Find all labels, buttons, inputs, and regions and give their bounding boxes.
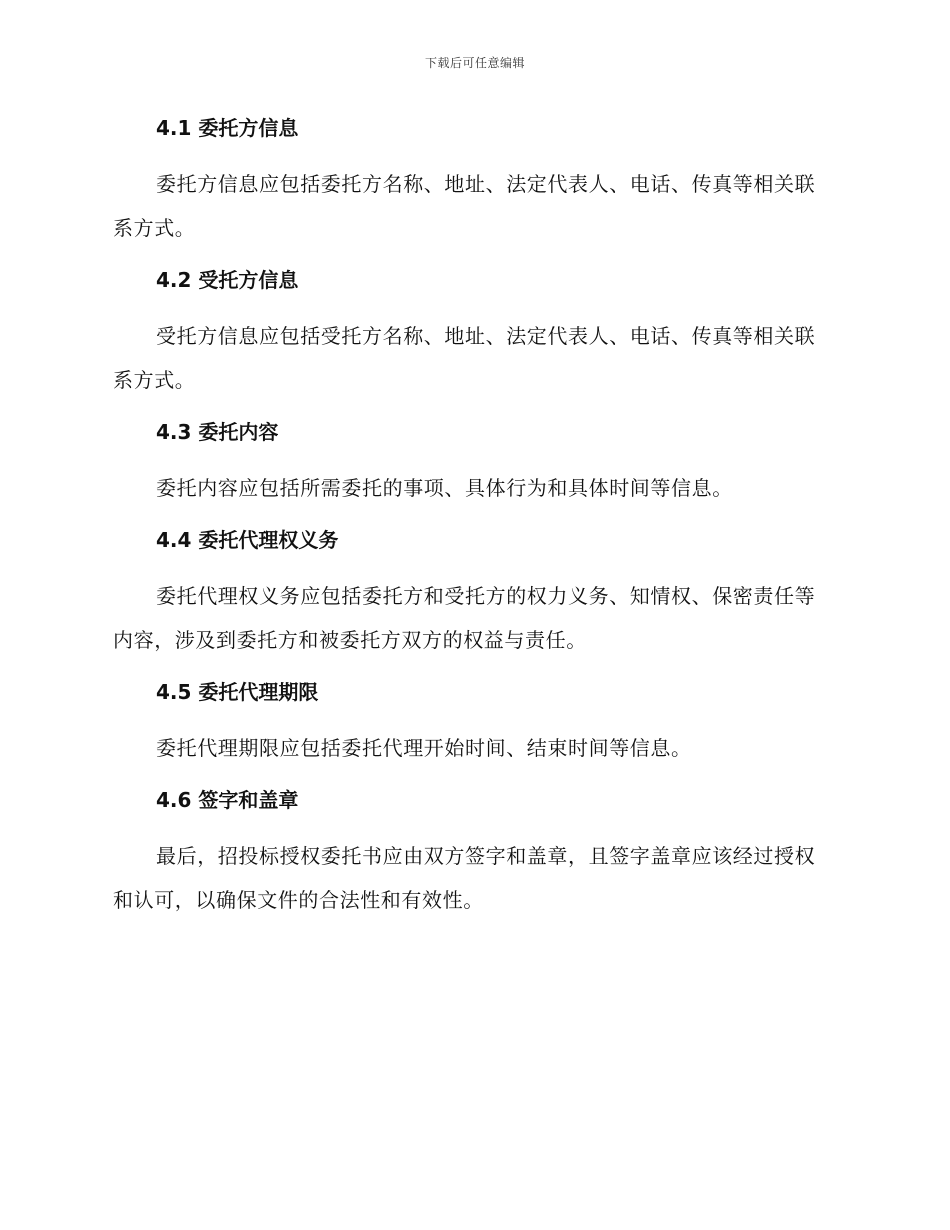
section-body: 委托内容应包括所需委托的事项、具体行为和具体时间等信息。 [156, 476, 733, 500]
section-body: 受托方信息应包括受托方名称、地址、法定代表人、电话、传真等相关联系方式。 [113, 324, 816, 392]
section-4-3 [113, 412, 833, 510]
section-heading: 4.4 委托代理权义务 [156, 528, 339, 552]
header-note: 下载后可任意编辑 [424, 56, 525, 70]
section-heading: 4.6 签字和盖章 [156, 788, 299, 812]
section-body: 委托代理期限应包括委托代理开始时间、结束时间等信息。 [156, 736, 692, 760]
section-4-2 [113, 260, 833, 402]
section-body: 委托代理权义务应包括委托方和受托方的权力义务、知情权、保密责任等内容，涉及到委托方和被委托方双方的权益与责任。 [113, 584, 816, 652]
section-body: 委托方信息应包括委托方名称、地址、法定代表人、电话、传真等相关联系方式。 [113, 172, 816, 240]
section-heading: 4.3 委托内容 [156, 420, 279, 444]
section-heading: 4.1 委托方信息 [156, 116, 299, 140]
document-content [113, 108, 833, 932]
section-heading: 4.2 受托方信息 [156, 268, 299, 292]
section-heading: 4.5 委托代理期限 [156, 680, 319, 704]
section-4-5 [113, 672, 833, 770]
section-4-1 [113, 108, 833, 250]
section-4-4 [113, 520, 833, 662]
section-4-6 [113, 780, 833, 922]
section-body: 最后，招投标授权委托书应由双方签字和盖章，且签字盖章应该经过授权和认可，以确保文件的合法性和有效性。 [113, 844, 816, 912]
